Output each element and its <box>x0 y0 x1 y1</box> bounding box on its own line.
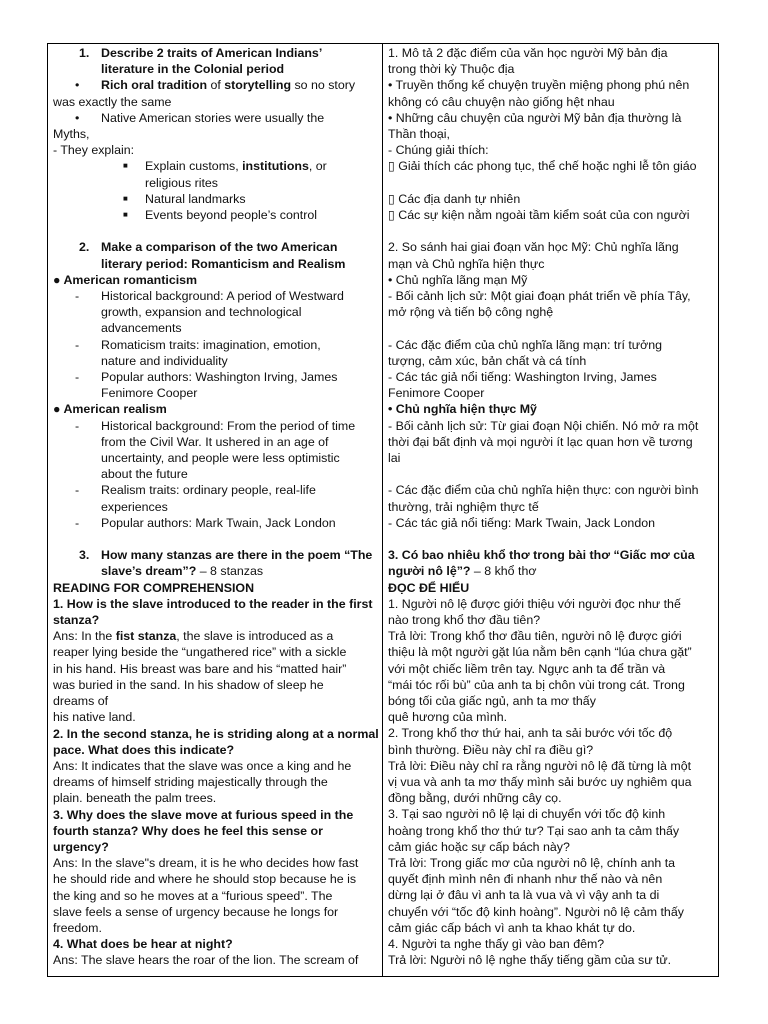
list-bullet: ■ <box>123 161 128 171</box>
body-text: trong thời kỳ Thuộc địa <box>388 62 515 77</box>
text-line <box>53 726 377 742</box>
bold-text: • Chủ nghĩa hiện thực Mỹ <box>388 402 537 417</box>
body-text: lai <box>388 451 401 466</box>
text-line <box>388 725 713 741</box>
text-line <box>53 369 377 385</box>
list-bullet: - <box>75 370 80 385</box>
body-text: Romaticism traits: imagination, emotion, <box>101 337 321 352</box>
text-line <box>53 628 377 644</box>
text-line <box>53 742 377 758</box>
text-line <box>53 401 377 417</box>
body-text: tượng, cảm xúc, bản chất và cá tính <box>388 353 587 368</box>
bold-text: 3. Có bao nhiêu khổ thơ trong bài thơ “Giấc mơ của <box>388 548 695 563</box>
text-line <box>53 288 377 304</box>
text-line <box>53 888 377 904</box>
text-line <box>388 742 713 758</box>
bold-text: literary period: Romanticism and Realism <box>101 256 346 271</box>
body-text: growth, expansion and technological <box>101 305 302 320</box>
bold-text: người nô lệ”? <box>388 564 471 579</box>
list-bullet: ■ <box>123 210 128 220</box>
text-line <box>53 272 377 288</box>
text-line <box>388 563 713 579</box>
text-line <box>53 239 377 255</box>
text-line <box>53 790 377 806</box>
text-line <box>53 158 377 174</box>
body-text: - Các tác giả nổi tiếng: Washington Irving, James <box>388 370 657 385</box>
bold-text: ● American romanticism <box>53 272 198 287</box>
text-line <box>388 823 713 839</box>
text-line <box>53 320 377 336</box>
body-text: “mái tóc rối bù” của anh ta bị chôn vùi trong cát. Trong <box>388 677 685 692</box>
text-line <box>388 855 713 871</box>
body-text: chuyển với “tốc độ kinh hoàng”. Người nô lệ cảm thấy <box>388 904 684 919</box>
body-text: about the future <box>101 467 188 482</box>
text-line <box>53 709 377 725</box>
text-line <box>53 596 377 612</box>
text-line <box>388 547 713 563</box>
body-text: hoàng trong khổ thơ thứ tư? Tại sao anh ta cảm thấy <box>388 823 680 838</box>
bold-text: READING FOR COMPREHENSION <box>53 580 255 595</box>
bold-text: pace. What does this indicate? <box>53 742 235 757</box>
blank-line <box>53 531 377 547</box>
body-text: ▯ Các địa danh tự nhiên <box>388 191 521 206</box>
text-line <box>53 94 377 110</box>
blank-line <box>53 223 377 239</box>
text-line <box>388 256 713 272</box>
body-text: Ans: The slave hears the roar of the lion. The scream of <box>53 953 359 968</box>
text-line <box>388 596 713 612</box>
body-text: Fenimore Cooper <box>388 386 485 401</box>
text-line <box>53 839 377 855</box>
list-bullet: ■ <box>123 193 128 203</box>
body-text: of <box>207 78 225 93</box>
text-line <box>388 353 713 369</box>
text-line <box>388 806 713 822</box>
text-line <box>388 790 713 806</box>
bold-text: ĐỌC ĐỂ HIỂU <box>388 580 470 595</box>
body-text: the king and so he moves at a “furious speed”. The <box>53 888 333 903</box>
text-line <box>53 45 377 61</box>
body-text: Fenimore Cooper <box>101 386 198 401</box>
body-text: Trả lời: Điều này chỉ ra rằng người nô lệ đã từng là một <box>388 758 692 773</box>
text-line <box>53 77 377 93</box>
text-line <box>53 191 377 207</box>
body-text: 4. Người ta nghe thấy gì vào ban đêm? <box>388 937 605 952</box>
text-line <box>388 871 713 887</box>
body-text: religious rites <box>145 175 218 190</box>
body-text: Ans: It indicates that the slave was once a king and he <box>53 758 352 773</box>
body-text: 2. Trong khổ thơ thứ hai, anh ta sải bước với tốc độ <box>388 726 673 741</box>
text-line <box>53 385 377 401</box>
text-line <box>388 693 713 709</box>
body-text: Trả lời: Người nô lệ nghe thấy tiếng gầm của sư tử. <box>388 953 672 968</box>
list-bullet: • <box>75 78 80 93</box>
text-line <box>388 661 713 677</box>
text-line <box>388 191 713 207</box>
body-text: dừng lại ở đâu vì anh ta là vua và vì vậy anh ta di <box>388 888 660 903</box>
text-line <box>53 110 377 126</box>
body-text: freedom. <box>53 920 102 935</box>
text-line <box>388 644 713 660</box>
list-bullet: - <box>75 337 80 352</box>
text-line <box>53 871 377 887</box>
body-text: 3. Tại sao người nô lệ lại di chuyển với tốc độ kinh <box>388 807 666 822</box>
body-text: uncertainty, and people were less optimistic <box>101 451 340 466</box>
body-text: was buried in the sand. In his shadow of sleep he <box>53 677 324 692</box>
body-text: Popular authors: Mark Twain, Jack London <box>101 515 336 530</box>
text-line <box>388 952 713 968</box>
text-line <box>53 936 377 952</box>
body-text: 1. Người nô lệ được giới thiệu với người đọc như thế <box>388 596 681 611</box>
bold-text: fourth stanza? Why does he feel this sense or <box>53 823 323 838</box>
text-line <box>388 920 713 936</box>
body-text: Historical background: From the period of time <box>101 418 356 433</box>
body-text: – 8 khổ thơ <box>470 564 537 579</box>
body-text: thiệu là một người gặt lúa nằm bên cạnh “lúa chưa gặt” <box>388 645 692 660</box>
text-line <box>53 337 377 353</box>
text-line <box>53 61 377 77</box>
text-line <box>53 855 377 871</box>
list-number: 1. <box>79 46 90 60</box>
body-text: experiences <box>101 499 168 514</box>
text-line <box>388 628 713 644</box>
body-text: • Truyền thống kể chuyện truyền miệng phong phú nên <box>388 78 690 93</box>
text-line <box>388 709 713 725</box>
text-line <box>53 515 377 531</box>
body-text: nào trong khổ thơ đầu tiên? <box>388 613 541 628</box>
list-bullet: - <box>75 483 80 498</box>
english-column <box>48 44 383 976</box>
text-line <box>388 61 713 77</box>
text-line <box>388 839 713 855</box>
bold-text: ● American realism <box>53 402 167 417</box>
vietnamese-column <box>383 44 718 976</box>
text-line <box>388 158 713 174</box>
body-text: Natural landmarks <box>145 191 246 206</box>
body-text: , or <box>308 159 327 174</box>
bold-text: 4. What does be hear at night? <box>53 937 233 952</box>
text-line <box>53 693 377 709</box>
body-text: bình thường. Điều này chỉ ra điều gì? <box>388 742 594 757</box>
bold-text: literature in the Colonial period <box>101 62 285 77</box>
text-line <box>388 207 713 223</box>
text-line <box>53 644 377 660</box>
body-text: với một chiếc liềm trên tay. Ngực anh ta để trần và <box>388 661 666 676</box>
text-line <box>388 434 713 450</box>
body-text: Events beyond people’s control <box>145 208 317 223</box>
text-line <box>388 142 713 158</box>
bold-text: slave’s dream”? <box>101 564 197 579</box>
body-text: Explain customs, <box>145 159 243 174</box>
text-line <box>53 774 377 790</box>
body-text: Myths, <box>53 127 90 142</box>
body-text: Historical background: A period of Westward <box>101 289 344 304</box>
text-line <box>53 256 377 272</box>
list-bullet: - <box>75 418 80 433</box>
body-text: slave feels a sense of urgency because he longs for <box>53 904 339 919</box>
body-text: cảm giác hoặc sự cấp bách này? <box>388 839 570 854</box>
body-text: in his hand. His breast was bare and his “matted hair” <box>53 661 347 676</box>
list-bullet: - <box>75 289 80 304</box>
text-line <box>53 142 377 158</box>
text-line <box>53 612 377 628</box>
body-text: advancements <box>101 321 182 336</box>
bold-text: How many stanzas are there in the poem “The <box>101 548 373 563</box>
text-line <box>388 580 713 596</box>
body-text: Thần thoại, <box>388 127 450 142</box>
text-line <box>53 434 377 450</box>
text-line <box>53 920 377 936</box>
body-text: thường, trải nghiệm thực tế <box>388 499 539 514</box>
bold-text: urgency? <box>53 839 109 854</box>
text-line <box>53 580 377 596</box>
bold-text: 3. Why does the slave move at furious speed in the <box>53 807 354 822</box>
body-text: he should ride and where he should stop because he is <box>53 872 357 887</box>
text-line <box>388 77 713 93</box>
bold-text: Make a comparison of the two American <box>101 240 338 255</box>
text-line <box>53 904 377 920</box>
text-line <box>53 466 377 482</box>
body-text: - Bối cảnh lịch sử: Một giai đoạn phát triển về phía Tây, <box>388 289 691 304</box>
body-text: - Các đặc điểm của chủ nghĩa lãng mạn: trí tưởng <box>388 337 663 352</box>
body-text: nature and individuality <box>101 353 228 368</box>
body-text: dreams of himself striding majestically through the <box>53 775 328 790</box>
body-text: • Chủ nghĩa lãng mạn Mỹ <box>388 272 528 287</box>
body-text: ▯ Giải thích các phong tục, thể chế hoặc nghi lễ tôn giáo <box>388 159 697 174</box>
body-text: • Những câu chuyện của người Mỹ bản địa thường là <box>388 110 682 125</box>
list-bullet: • <box>75 110 80 125</box>
list-number: 3. <box>79 548 90 563</box>
body-text: 1. Mô tả 2 đặc điểm của văn học người Mỹ bản địa <box>388 46 668 60</box>
body-text: Popular authors: Washington Irving, James <box>101 370 338 385</box>
body-text: Ans: In the slave"s dream, it is he who decides how fast <box>53 856 359 871</box>
text-line <box>388 401 713 417</box>
body-text: from the Civil War. It ushered in an age of <box>101 434 329 449</box>
text-line <box>388 304 713 320</box>
text-line <box>53 807 377 823</box>
body-text: plain. beneath the palm trees. <box>53 791 217 806</box>
body-text: - Các tác giả nổi tiếng: Mark Twain, Jack London <box>388 515 655 530</box>
body-text: cảm giác cấp bách vì anh ta khao khát tự do. <box>388 920 636 935</box>
bold-text: institutions <box>242 159 309 174</box>
body-text: quê hương của mình. <box>388 710 508 725</box>
body-text: vị vua và anh ta mơ thấy mình sải bước uy nghiêm qua <box>388 775 692 790</box>
body-text: so no story <box>291 78 356 93</box>
text-line <box>388 887 713 903</box>
text-line <box>53 661 377 677</box>
bold-text: storytelling <box>224 78 292 93</box>
text-line <box>53 563 377 579</box>
text-line <box>388 369 713 385</box>
text-line <box>53 547 377 563</box>
body-text: mạn và Chủ nghĩa hiện thực <box>388 256 545 271</box>
body-text: đồng bằng, dưới những cây cọ. <box>388 791 562 806</box>
body-text: - Chúng giải thích: <box>388 143 489 158</box>
body-text: Native American stories were usually the <box>101 110 325 125</box>
bold-text: stanza? <box>53 613 100 628</box>
body-text: 2. So sánh hai giai đoạn văn học Mỹ: Chủ nghĩa lãng <box>388 240 679 255</box>
text-line <box>388 337 713 353</box>
text-line <box>388 774 713 790</box>
text-line <box>388 499 713 515</box>
text-line <box>388 418 713 434</box>
text-line <box>53 450 377 466</box>
text-line <box>388 239 713 255</box>
body-text: không có câu chuyện nào giống hệt nhau <box>388 94 615 109</box>
bold-text: Describe 2 traits of American Indians’ <box>101 46 323 60</box>
bold-text: fist stanza <box>115 629 177 644</box>
blank-line <box>388 466 713 482</box>
text-line <box>53 418 377 434</box>
text-line <box>53 126 377 142</box>
body-text: bóng tối của giấc ngủ, anh ta mơ thấy <box>388 694 596 709</box>
body-text: - They explain: <box>53 143 135 158</box>
text-line <box>388 288 713 304</box>
body-text: dreams of <box>53 694 109 709</box>
body-text: ▯ Các sự kiện nằm ngoài tầm kiểm soát của con người <box>388 208 690 223</box>
blank-line <box>388 175 713 191</box>
body-text: mở rộng và tiến bộ công nghệ <box>388 305 554 320</box>
text-line <box>53 482 377 498</box>
text-line <box>53 758 377 774</box>
blank-line <box>388 320 713 336</box>
bold-text: Rich oral tradition <box>101 78 208 93</box>
body-text: , the slave is introduced as a <box>176 629 334 644</box>
body-text: Trả lời: Trong giấc mơ của người nô lệ, chính anh ta <box>388 856 676 871</box>
body-text: was exactly the same <box>53 94 172 109</box>
text-line <box>53 304 377 320</box>
list-number: 2. <box>79 240 90 255</box>
text-line <box>388 110 713 126</box>
body-text: – 8 stanzas <box>196 564 264 579</box>
blank-line <box>388 531 713 547</box>
body-text: Trả lời: Trong khổ thơ đầu tiên, người nô lệ được giới <box>388 629 682 644</box>
bold-text: 2. In the second stanza, he is striding along at a normal <box>53 726 379 741</box>
text-line <box>53 353 377 369</box>
text-line <box>388 450 713 466</box>
body-text: reaper lying beside the “ungathered rice” with a sickle <box>53 645 347 660</box>
text-line <box>53 499 377 515</box>
text-line <box>388 612 713 628</box>
text-line <box>53 823 377 839</box>
body-text: - Các đặc điểm của chủ nghĩa hiện thực: con người bình <box>388 483 699 498</box>
text-line <box>388 482 713 498</box>
text-line <box>388 126 713 142</box>
text-line <box>388 515 713 531</box>
body-text: - Bối cảnh lịch sử: Từ giai đoạn Nội chiến. Nó mở ra một <box>388 418 699 433</box>
text-line <box>53 175 377 191</box>
body-text: quyết định mình nên đi nhanh như thế nào và nên <box>388 872 663 887</box>
text-line <box>53 952 377 968</box>
text-line <box>388 385 713 401</box>
body-text: thời đại bất định và mọi người ít lạc quan hơn về tương <box>388 434 693 449</box>
text-line <box>388 94 713 110</box>
text-line <box>53 677 377 693</box>
body-text: Ans: In the <box>53 629 116 644</box>
text-line <box>388 45 713 61</box>
text-line <box>53 207 377 223</box>
text-line <box>388 904 713 920</box>
blank-line <box>388 223 713 239</box>
bold-text: 1. How is the slave introduced to the reader in the first <box>53 596 373 611</box>
text-line <box>388 758 713 774</box>
text-line <box>388 677 713 693</box>
document-page <box>47 43 719 977</box>
body-text: Realism traits: ordinary people, real-life <box>101 483 316 498</box>
text-line <box>388 272 713 288</box>
text-line <box>388 936 713 952</box>
list-bullet: - <box>75 515 80 530</box>
body-text: his native land. <box>53 710 136 725</box>
